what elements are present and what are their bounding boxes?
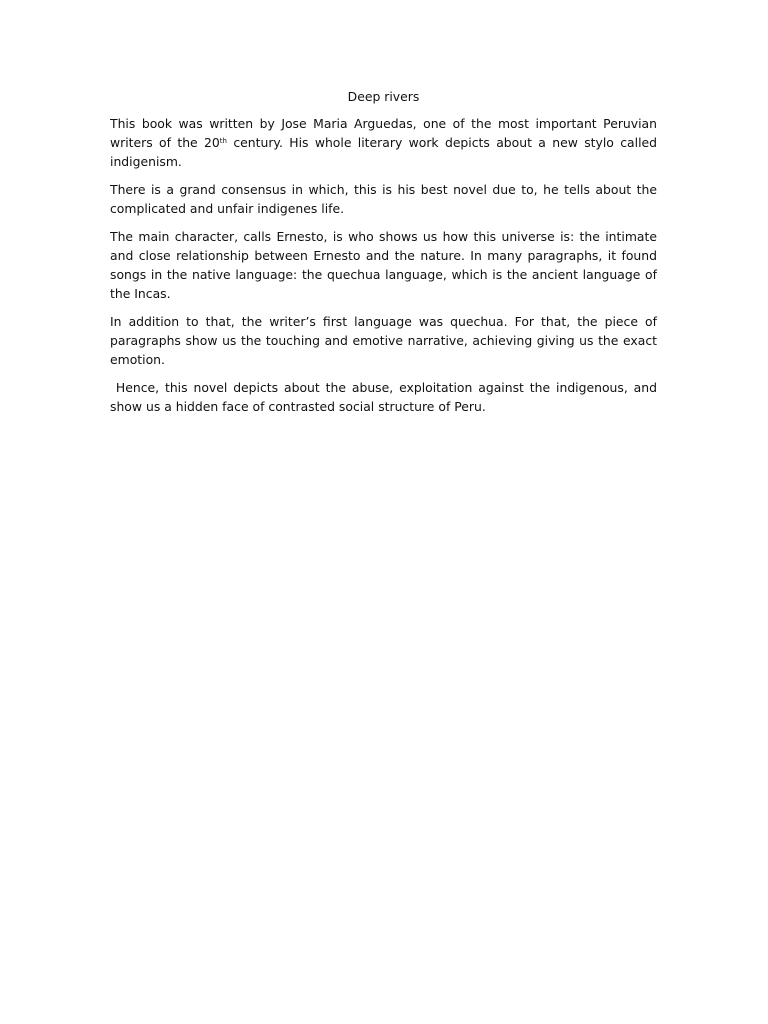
paragraph-3: The main character, calls Ernesto, is who shows us how this universe is: the intimate and close relationship between Ernesto and the nature. In many paragraphs, it found songs in the native language: the quechua language, which is the ancient language of the Incas. (110, 229, 657, 301)
paragraph-1-text-continued: century. His whole literary work depicts about a new stylo called indigenism. (110, 135, 657, 169)
paragraph-5: Hence, this novel depicts about the abuse, exploitation against the indigenous, and show us a hidden face of contrasted social structure of Peru. (110, 380, 661, 414)
paragraph-1 (110, 114, 657, 171)
paragraph-1-text: This book was written by Jose Maria Arguedas, one of the most important Peruvian writers of the 20 (110, 116, 657, 150)
ordinal-superscript: th (219, 136, 227, 145)
document-title: Deep rivers (347, 89, 420, 104)
paragraph-2: There is a grand consensus in which, this is his best novel due to, he tells about the complicated and unfair indigenes life. (110, 182, 657, 216)
document-body (110, 87, 661, 425)
paragraph-4: In addition to that, the writer’s first language was quechua. For that, the piece of paragraphs show us the touching and emotive narrative, achieving giving us the exact emotion. (110, 314, 657, 367)
